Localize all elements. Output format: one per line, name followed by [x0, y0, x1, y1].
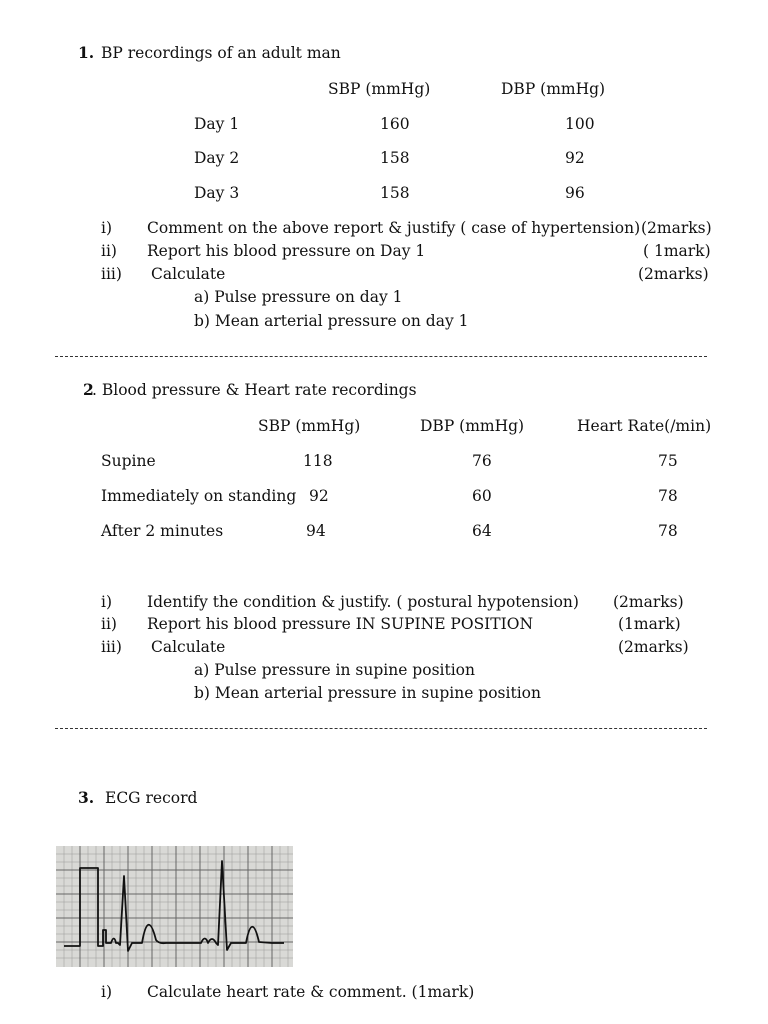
q2-question-marks: (2marks)	[613, 593, 684, 611]
q2-question-marks: (1mark)	[618, 615, 681, 633]
ecg-waveform	[56, 846, 293, 967]
q2-question-text: Report his blood pressure IN SUPINE POSITION	[147, 615, 534, 633]
q1-question-marks: ( 1mark)	[643, 242, 711, 260]
q1-header-sbp: SBP (mmHg)	[328, 80, 431, 98]
q1-row-label: Day 1	[194, 115, 240, 133]
q1-question-marks: (2marks)	[641, 219, 712, 237]
q1-row-label: Day 2	[194, 149, 240, 167]
q1-number: 1.	[78, 43, 95, 62]
q1-title: BP recordings of an adult man	[101, 44, 341, 62]
q1-row-label: Day 3	[194, 184, 240, 202]
q2-row-label: Supine	[101, 452, 156, 470]
q2-question-num: ii)	[101, 615, 117, 633]
q1-question-text: Calculate	[151, 265, 226, 283]
q2-question-num: i)	[101, 593, 113, 611]
q2-header-dbp: DBP (mmHg)	[420, 417, 525, 435]
q1-sub-question: b) Mean arterial pressure on day 1	[194, 312, 469, 330]
ecg-strip-image	[56, 846, 293, 967]
q3-question-num: i)	[101, 983, 113, 1001]
q1-row-sbp: 158	[380, 149, 410, 167]
q2-question-num: iii)	[101, 638, 122, 656]
q3-question-text: Calculate heart rate & comment. (1mark)	[147, 983, 475, 1001]
q2-row-sbp: 118	[303, 452, 333, 470]
q2-row-hr: 78	[658, 487, 678, 505]
q1-question-num: iii)	[101, 265, 122, 283]
q2-row-label: Immediately on standing	[101, 487, 297, 505]
q1-question-text: Report his blood pressure on Day 1	[147, 242, 426, 260]
q2-question-text: Identify the condition & justify. ( postural hypotension)	[147, 593, 579, 611]
q3-title: ECG record	[105, 789, 198, 807]
q1-header-dbp: DBP (mmHg)	[501, 80, 606, 98]
q1-row-sbp: 158	[380, 184, 410, 202]
q1-row-sbp: 160	[380, 115, 410, 133]
q2-row-sbp: 94	[306, 522, 326, 540]
section-divider	[55, 728, 707, 729]
q2-row-label: After 2 minutes	[101, 522, 224, 540]
q2-sub-question: a) Pulse pressure in supine position	[194, 661, 475, 679]
q2-number: 2	[83, 380, 94, 399]
section-divider	[55, 356, 707, 357]
q3-number: 3.	[78, 788, 95, 807]
q2-row-hr: 75	[658, 452, 678, 470]
q2-question-text: Calculate	[151, 638, 226, 656]
q2-sub-question: b) Mean arterial pressure in supine position	[194, 684, 541, 702]
q2-row-hr: 78	[658, 522, 678, 540]
q2-row-dbp: 60	[472, 487, 492, 505]
q1-question-marks: (2marks)	[638, 265, 709, 283]
q2-question-marks: (2marks)	[618, 638, 689, 656]
q1-question-num: ii)	[101, 242, 117, 260]
q2-title: . Blood pressure & Heart rate recordings	[92, 381, 417, 399]
q2-header-hr: Heart Rate(/min)	[577, 417, 712, 435]
q1-row-dbp: 92	[565, 149, 585, 167]
q1-sub-question: a) Pulse pressure on day 1	[194, 288, 403, 306]
q1-question-num: i)	[101, 219, 113, 237]
q2-row-dbp: 76	[472, 452, 492, 470]
q2-row-dbp: 64	[472, 522, 492, 540]
q1-row-dbp: 100	[565, 115, 595, 133]
q1-question-text: Comment on the above report & justify ( case of hypertension)	[147, 219, 641, 237]
q2-row-sbp: 92	[309, 487, 329, 505]
q2-header-sbp: SBP (mmHg)	[258, 417, 361, 435]
q1-row-dbp: 96	[565, 184, 585, 202]
